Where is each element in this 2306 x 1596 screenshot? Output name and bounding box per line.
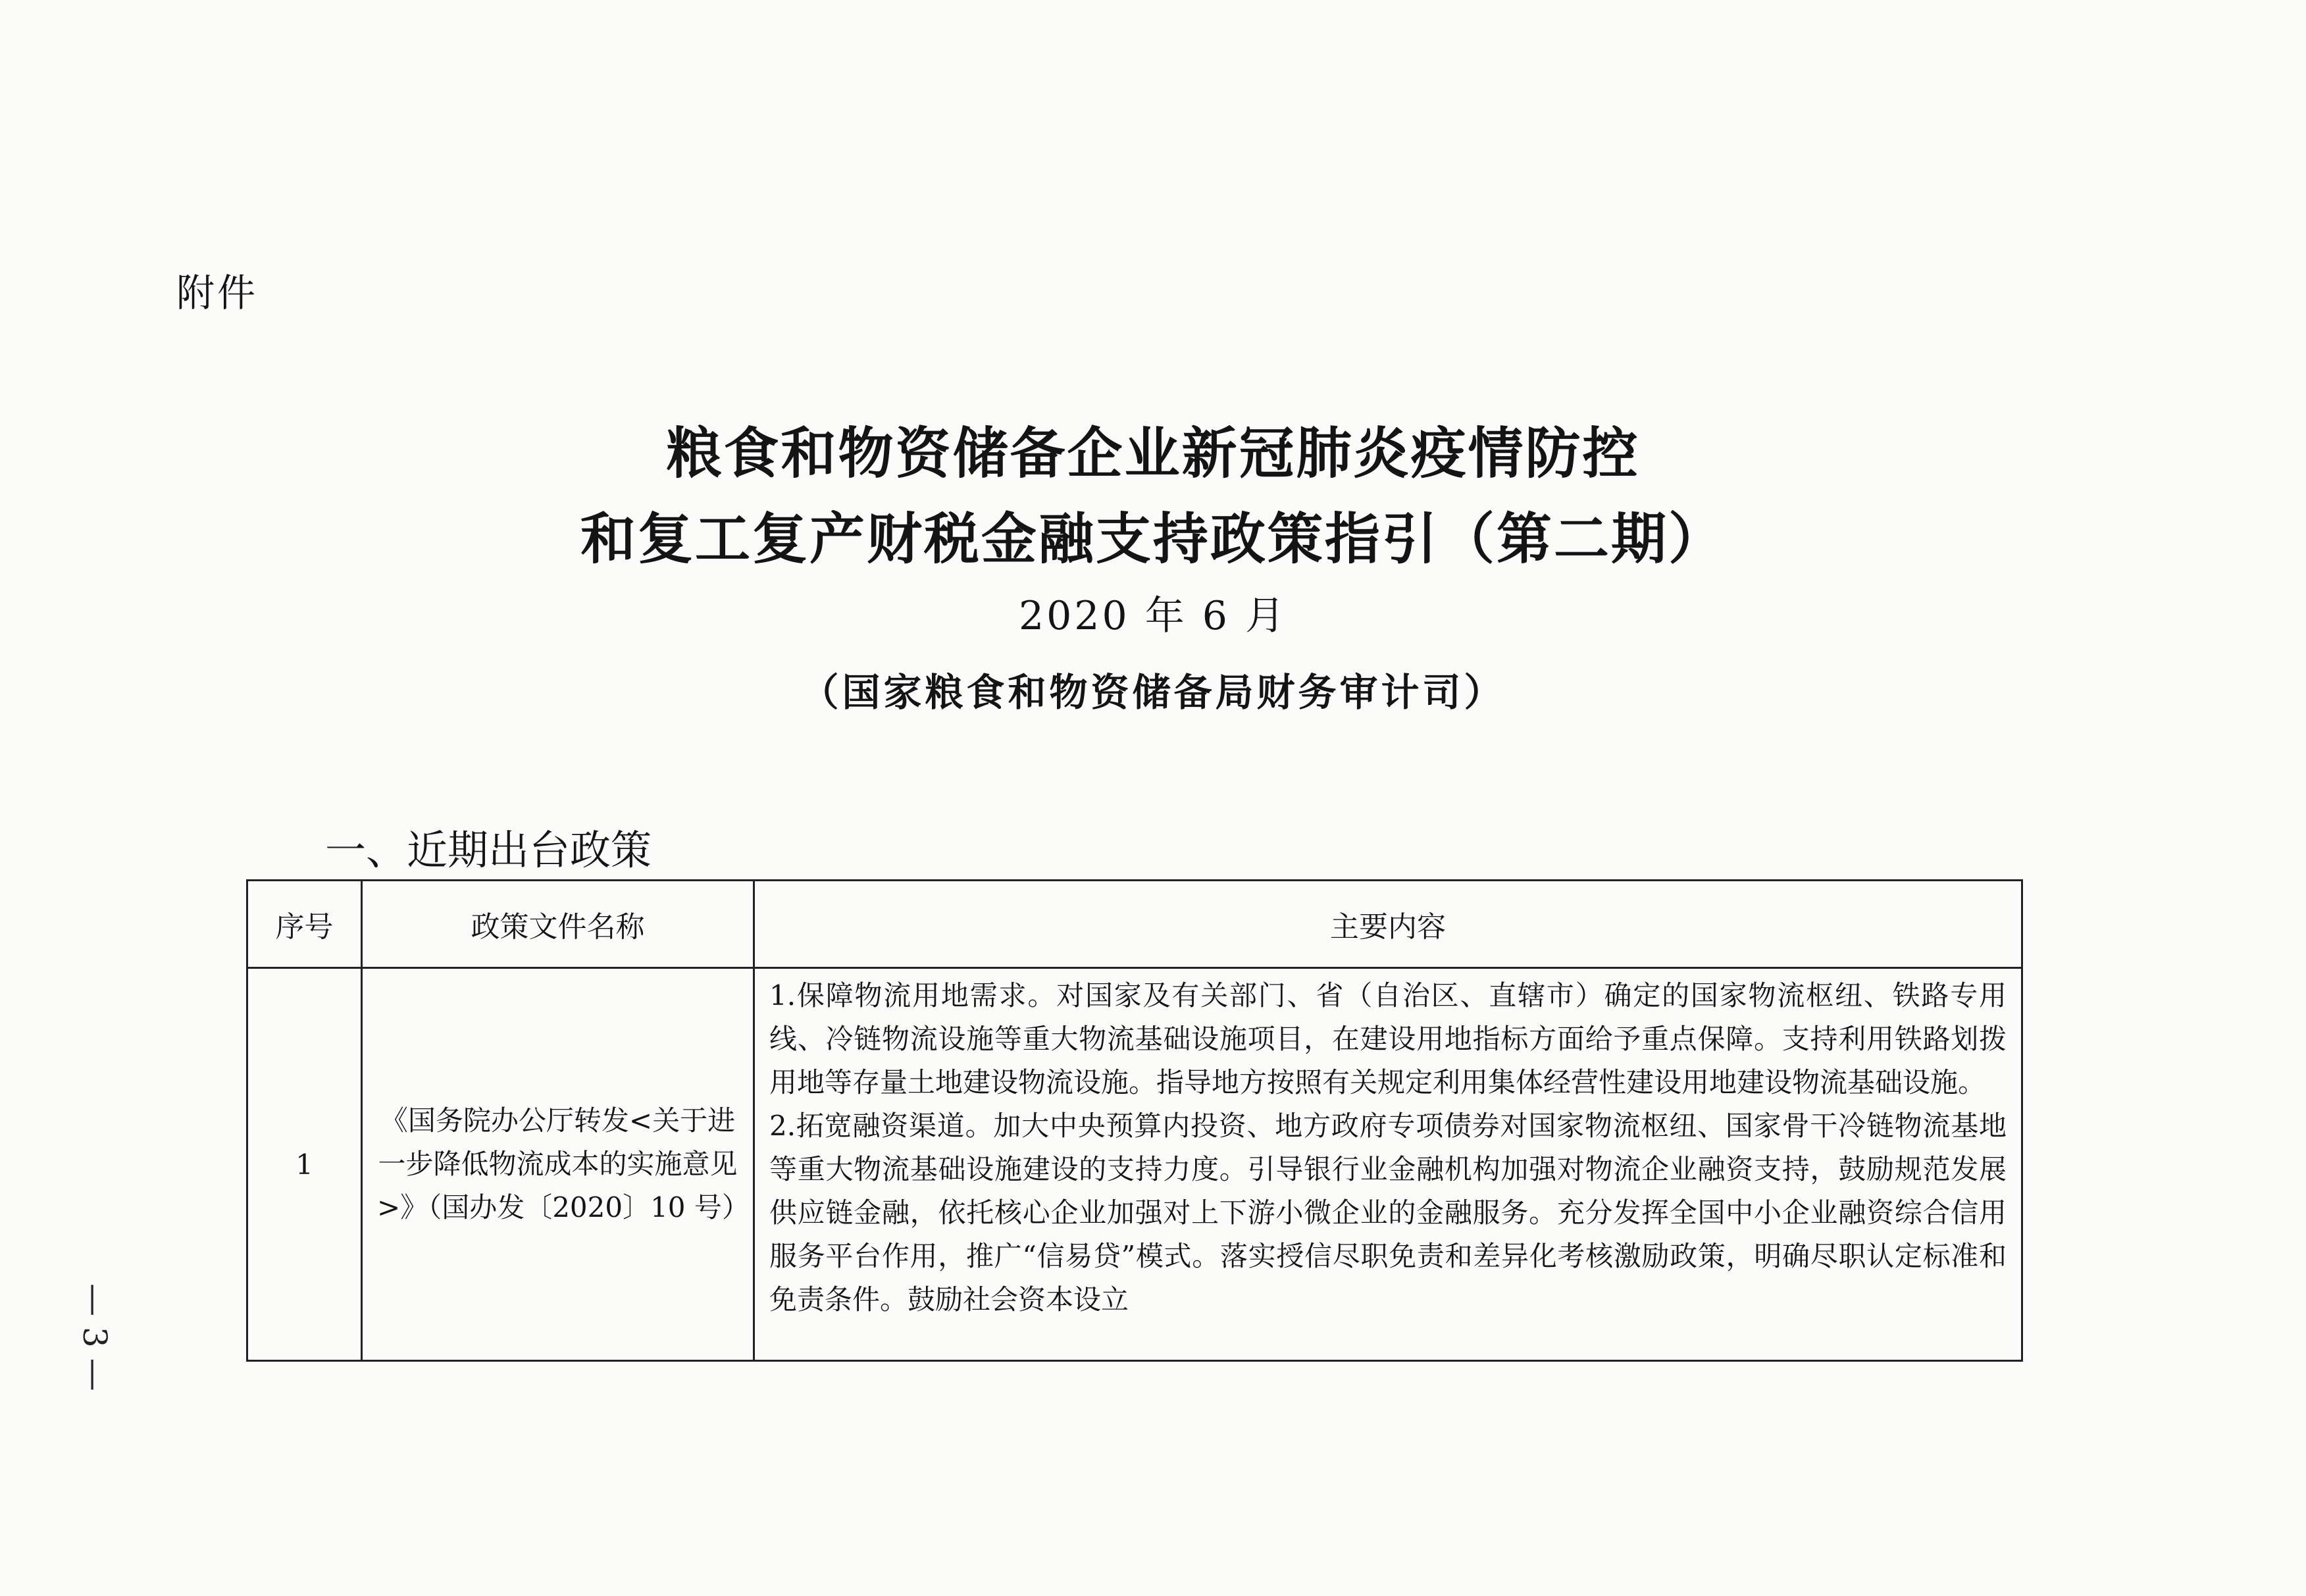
- document-title-line2: 和复工复产财税金融支持政策指引（第二期）: [580, 506, 1726, 571]
- table-header-row: [247, 881, 2022, 968]
- attachment-label: 附件: [176, 270, 259, 315]
- document-date: 2020 年 6 月: [1018, 593, 1288, 639]
- table-row: [247, 968, 2022, 1361]
- issuing-department: （国家粮食和物资储备局财务审计司）: [800, 670, 1506, 715]
- row-main-content: [754, 968, 2022, 1361]
- content-paragraph: 2.拓宽融资渠道。加大中央预算内投资、地方政府专项债券对国家物流枢纽、国家骨干冷链物流基地等重大物流基础设施建设的支持力度。引导银行业金融机构加强对物流企业融资支持，鼓励规范发展供应链金融，依托核心企业加强对上下游小微企业的金融服务。充分发挥全国中小企业融资综合信用服务平台作用，推广“信易贷”模式。落实授信尽职免责和差异化考核激励政策，明确尽职认定标准和免责条件。鼓励社会资本设立: [769, 1110, 2007, 1316]
- row-serial-number: 1: [247, 968, 362, 1361]
- page-number: — 3 —: [76, 1283, 114, 1391]
- header-policy-name: 政策文件名称: [362, 881, 754, 968]
- document-title-line1: 粮食和物资储备企业新冠肺炎疫情防控: [666, 421, 1640, 486]
- row-policy-name: 《国务院办公厅转发<关于进一步降低物流成本的实施意见>》（国办发〔2020〕10 号）: [362, 968, 754, 1361]
- header-serial-number: 序号: [247, 881, 362, 968]
- policy-table: [246, 879, 2023, 1362]
- content-paragraph: 1.保障物流用地需求。对国家及有关部门、省（自治区、直辖市）确定的国家物流枢纽、铁路专用线、冷链物流设施等重大物流基础设施项目，在建设用地指标方面给予重点保障。支持利用铁路划拨用地等存量土地建设物流设施。指导地方按照有关规定利用集体经营性建设用地建设物流基础设施。: [769, 979, 2007, 1098]
- section-title: 一、近期出台政策: [325, 826, 652, 874]
- header-main-content: 主要内容: [754, 881, 2022, 968]
